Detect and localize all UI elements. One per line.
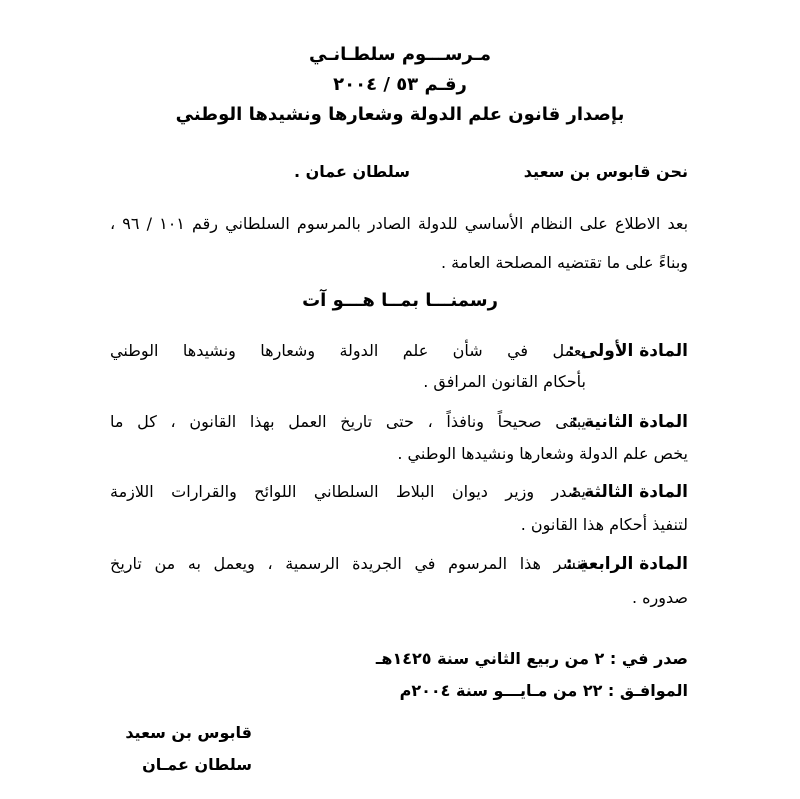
decree-subject: بإصدار قانون علم الدولة وشعارها ونشيدها الوطني — [175, 104, 625, 125]
intro-sultan: سلطان عمان . — [293, 162, 410, 181]
article-2-line-2: يخص علم الدولة وشعارها ونشيدها الوطني . — [397, 444, 688, 463]
article-3-line-2: لتنفيذ أحكام هذا القانون . — [520, 515, 688, 534]
article-4-label: المادة الرابعة : — [565, 554, 688, 574]
preamble-line-1: بعد الاطلاع على النظام الأساسي للدولة الصادر بالمرسوم السلطاني رقم ١٠١ / ٩٦ ، — [110, 214, 689, 233]
intro-we: نحن قابوس بن سعيد — [523, 162, 688, 181]
decree-number: رقـم ٥٣ / ٢٠٠٤ — [333, 74, 467, 95]
preamble-line-2: وبناءً على ما تقتضيه المصلحة العامة . — [441, 253, 688, 272]
article-3-label: المادة الثالثة : — [571, 482, 688, 502]
corresponding-date: الموافـق : ٢٢ من مـايـــو سنة ٢٠٠٤م — [399, 681, 688, 700]
signature-name: قابوس بن سعيد — [125, 723, 252, 742]
decree-title: مـرســـوم سلطـانـي — [308, 44, 491, 65]
article-4-line-1: ينشر هذا المرسوم في الجريدة الرسمية ، ويعمل به من تاريخ — [110, 554, 586, 573]
article-1-line-1: يعمل في شأن علم الدولة وشعارها ونشيدها الوطني — [110, 341, 586, 360]
article-2-label: المادة الثانية : — [571, 412, 688, 432]
issued-date: صدر في : ٢ من ربيع الثاني سنة ١٤٢٥هـ — [375, 649, 688, 668]
article-2-line-1: يبقى صحيحاً ونافذاً ، حتى تاريخ العمل بهذا القانون ، كل ما — [110, 412, 586, 431]
article-1-label: المادة الأولى : — [567, 341, 688, 361]
article-3-line-1: يصدر وزير ديوان البلاط السلطاني اللوائح والقرارات اللازمة — [110, 482, 586, 501]
signature-title: سلطان عمـان — [142, 755, 252, 774]
article-1-line-2: بأحكام القانون المرافق . — [423, 372, 586, 391]
decree-heading: رسمنـــا بمــا هـــو آت — [302, 290, 498, 311]
article-4-line-2: صدوره . — [632, 588, 688, 607]
